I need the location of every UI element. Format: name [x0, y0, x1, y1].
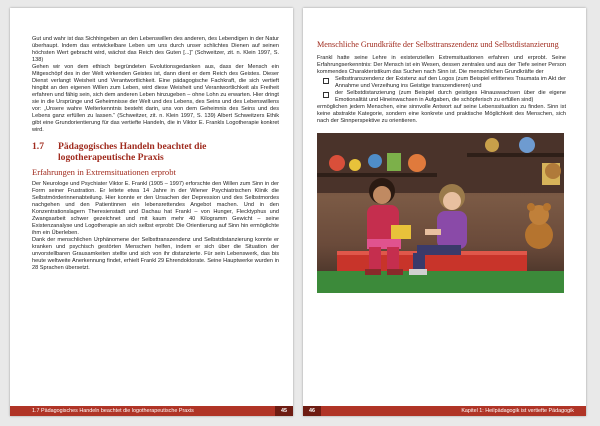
subheading: Erfahrungen in Extremsituationen erprobt — [32, 167, 176, 177]
paragraph: ermöglichen jedem Menschen, eine sinnvolle Antwort auf seine Lebenssituation zu finden. Sinn ist keine abstrakte Kategorie, sondern eine konkrete und praktische Möglichkeit des Menschen, sich nach der Sinnperspektive zu orientieren. — [317, 104, 566, 125]
page-number: 46 — [303, 406, 321, 416]
left-page — [10, 8, 293, 416]
footer-chapter-title: Kapitel 1: Heilpädagogik ist vertiefte Pädagogik — [461, 408, 574, 414]
right-page — [303, 8, 586, 416]
right-page-content — [317, 40, 566, 293]
section-heading — [32, 141, 279, 163]
paragraph: Frankl hatte seine Lehre in existenziellen Extremsituationen erfahren und erprobt. Seine Erfahrungserkenntnis: Der Mensch ist ein Wesen, dessen zentrales und aus der Tiefe seiner Person kommendes Charakteristikum das Suchen nach Sinn ist. Die menschlichen Grundkräfte der — [317, 55, 566, 76]
page-footer — [303, 406, 586, 416]
list-item — [317, 76, 566, 90]
list-item-text: Selbsttranszendenz der Existenz auf den Logos (zum Beispiel erlittenes Traumata im Akt der Annahme und Verzeihung ins Geistige transzendieren) und — [335, 76, 566, 90]
paragraph: Der Neurologe und Psychiater Viktor E. Frankl (1905 – 1997) erforschte den Willen zum Sinn in der Form seiner Frustration. Er leitete etwa 14 Jahre in der Wiener Psychiatrischen Klinik die Selbstmörderinnenabteilung. Hier konnte er den Ursachen der Depression und des Selbstmordes nachgehen und den Patientinnen ein lebensrettendes Angebot machen. Und in den Konzentrationslagern Theresienstadt und Dachau hat Frankl – von Hunger, Flecktyphus und Zwangsarbeit schwer gezeichnet und mit kaum mehr 40 Kilogramm Gewicht – seine Existenzanalyse und Logotherapie an sich selbst erprobt: Die Orientierung auf Sinn hin ermöglichte ihm ein Überleben. — [32, 181, 279, 236]
photo-children-playing — [317, 133, 564, 293]
page-number: 45 — [275, 406, 293, 416]
paragraph: Gut und wahr ist das Sichhingeben an den Lebenswillen des anderen, des Lebendigen in der Natur überhaupt. Indem das entwickelbare Leben um uns durch unser schlichtes Dienen auf seinen höchsten Wert gebracht wird, wächst das Reich des Guten [...]“ (Schweitzer, zit. n. Klein 1997, S. 138) — [32, 36, 279, 63]
footer-chapter-title: 1.7 Pädagogisches Handeln beachtet die logotherapeutische Praxis — [32, 408, 194, 414]
list-item — [317, 90, 566, 104]
section-heading: Menschliche Grundkräfte der Selbsttranszendenz und Selbstdistanzierung — [317, 40, 559, 49]
checkbox-bullet-icon — [323, 78, 329, 84]
left-page-content — [32, 36, 279, 272]
section-title: Pädagogisches Handeln beachtet die logotherapeutische Praxis — [58, 141, 207, 163]
paragraph: Dank der menschlichen Urphänomene der Selbsttranszendenz und Selbstdistanzierung konnte er kranken und psychisch gestörten Menschen helfen, indem er sich über die Situation der unvorstellbaren Grausamkeiten stellte und sich von ihr distanzierte. Für sein Lebenswerk, das bis heute weltweite Anerkennung findet, erhielt Frankl 29 Ehrendoktorate. Seine Hauptwerke wurden in 28 Sprachen übersetzt. — [32, 237, 279, 271]
photo-illustration — [317, 133, 564, 293]
section-number: 1.7 — [32, 141, 44, 152]
paragraph: Gehen wir von dem ethisch begründeten Evolutionsgedanken aus, dass der Mensch ein Mitgeschöpf des in der Welt wirkenden Geistes ist, dann dient er dem Reich des Geistes. Dieser Dienst verlangt Weisheit und Verantwortlichkeit. Eine pädagogische Fachkraft, die sich vertieft hingibt an den eigenen Willen zum Leben, wird diese Weisheit und Verantwortlichkeit als Freiheit erfahren und fähig sein, sich dem anderen Leben hinzugeben – ohne Lohn zu erwarten. Hier dringt sie in die Ursprünge und Geheimnisse der Welt und des Lebens, des Seins und des Lebenswillens vor: „Unsere wahre Welterkenntnis besteht darin, uns von dem Geheimnis des Seins und des Lebens ganz erfüllen zu lassen.“ (Schweitzer, zit. n. Klein 1997, S. 139) Albert Schweitzers Ethik gibt eine Grundorientierung für das vertiefte Handeln, die in Viktor E. Frankls Logotherapie konkret wird. — [32, 64, 279, 133]
checkbox-bullet-icon — [323, 92, 329, 98]
list-item-text: der Selbstdistanzierung (zum Beispiel durch geistiges Hinauswachsen über die eigene Emotionalität und Hineinwachsen in Aufgaben, die schöpferisch zu erfüllen sind) — [335, 90, 566, 104]
page-footer — [10, 406, 293, 416]
